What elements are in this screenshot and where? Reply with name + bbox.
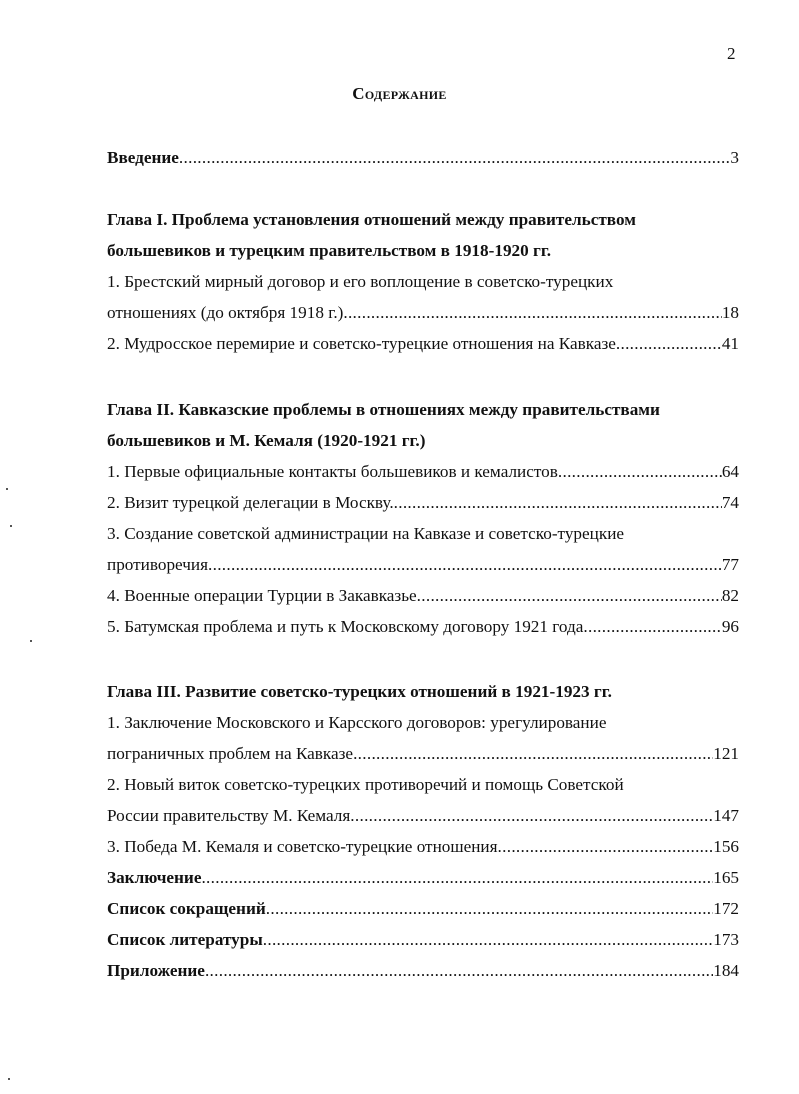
chapter-2-item-1-label: 1. Первые официальные контакты большевиков и кемалистов bbox=[107, 462, 558, 481]
chapter-1-heading-line2: большевиков и турецким правительством в 1918-1920 гг. bbox=[107, 241, 551, 260]
chapter-2-item-5-label: 5. Батумская проблема и путь к Московскому договору 1921 года bbox=[107, 617, 584, 636]
toc-literature-page: 173 bbox=[713, 930, 739, 949]
dot-leader bbox=[353, 738, 713, 769]
chapter-3-heading: Глава III. Развитие советско-турецких отношений в 1921-1923 гг. bbox=[107, 682, 612, 701]
dot-leader bbox=[205, 955, 713, 986]
dot-leader bbox=[558, 456, 722, 487]
dot-leader bbox=[498, 831, 714, 862]
dot-leader bbox=[208, 549, 722, 580]
chapter-2-item-4-label: 4. Военные операции Турции в Закавказье bbox=[107, 586, 417, 605]
dot-leader bbox=[417, 580, 722, 611]
dot-leader bbox=[616, 328, 722, 359]
chapter-3-item-2-page: 147 bbox=[713, 806, 739, 825]
toc-appendix-label: Приложение bbox=[107, 961, 205, 980]
dot-leader bbox=[201, 862, 713, 893]
chapter-1-heading-line1: Глава I. Проблема установления отношений между правительством bbox=[107, 210, 636, 229]
scan-speck bbox=[8, 1078, 10, 1080]
toc-chapter-2 bbox=[107, 394, 739, 642]
dot-leader bbox=[583, 611, 721, 642]
chapter-2-item-3-line2: противоречия bbox=[107, 555, 209, 574]
chapter-3-item-3-label: 3. Победа М. Кемаля и советско-турецкие отношения bbox=[107, 837, 498, 856]
scan-speck bbox=[6, 488, 8, 490]
chapter-2-item-1 bbox=[107, 456, 739, 487]
chapter-2-item-2 bbox=[107, 487, 739, 518]
chapter-2-item-5 bbox=[107, 611, 739, 642]
chapter-2-item-4-page: 82 bbox=[721, 586, 739, 605]
toc-abbreviations bbox=[107, 893, 739, 924]
toc-intro bbox=[107, 142, 739, 173]
chapter-3-item-2-line1: 2. Новый виток советско-турецких противоречий и помощь Советской bbox=[107, 775, 624, 794]
chapter-3-item-1-line2: пограничных проблем на Кавказе bbox=[107, 744, 354, 763]
chapter-2-item-3-line1: 3. Создание советской администрации на Кавказе и советско-турецкие bbox=[107, 524, 625, 543]
chapter-2-heading-line2: большевиков и М. Кемаля (1920-1921 гг.) bbox=[107, 431, 426, 450]
dot-leader bbox=[179, 142, 731, 173]
chapter-2-item-2-page: 74 bbox=[721, 493, 739, 512]
chapter-2-heading-line1: Глава II. Кавказские проблемы в отношениях между правительствами bbox=[107, 400, 660, 419]
scan-speck bbox=[10, 525, 12, 527]
toc-conclusion-label: Заключение bbox=[107, 868, 202, 887]
chapter-2-item-2-label: 2. Визит турецкой делегации в Москву. bbox=[107, 493, 394, 512]
toc-conclusion bbox=[107, 862, 739, 893]
toc-appendix bbox=[107, 955, 739, 986]
dot-leader bbox=[263, 924, 713, 955]
chapter-3-item-1 bbox=[107, 738, 739, 769]
chapter-2-item-3-page: 77 bbox=[721, 555, 739, 574]
dot-leader bbox=[350, 800, 713, 831]
chapter-1-item-1-line2: отношениях (до октября 1918 г.) bbox=[107, 303, 344, 322]
toc-literature-label: Список литературы bbox=[107, 930, 263, 949]
toc-abbreviations-label: Список сокращений bbox=[107, 899, 266, 918]
toc-abbreviations-page: 172 bbox=[713, 899, 739, 918]
toc-intro-page: 3 bbox=[730, 148, 739, 167]
chapter-3-item-3-page: 156 bbox=[713, 837, 739, 856]
scan-speck bbox=[30, 640, 32, 642]
toc-intro-label: Введение bbox=[107, 148, 179, 167]
toc-appendix-page: 184 bbox=[713, 961, 739, 980]
chapter-1-item-1 bbox=[107, 297, 739, 328]
dot-leader bbox=[343, 297, 721, 328]
chapter-1-item-2-page: 41 bbox=[721, 334, 739, 353]
toc-chapter-3 bbox=[107, 676, 739, 986]
chapter-2-item-3 bbox=[107, 549, 739, 580]
chapter-1-item-1-page: 18 bbox=[721, 303, 739, 322]
chapter-1-item-2 bbox=[107, 328, 739, 359]
toc-conclusion-page: 165 bbox=[713, 868, 739, 887]
chapter-3-item-2-line2: России правительству М. Кемаля bbox=[107, 806, 351, 825]
chapter-2-item-5-page: 96 bbox=[721, 617, 739, 636]
chapter-1-item-2-label: 2. Мудросское перемирие и советско-турецкие отношения на Кавказе bbox=[107, 334, 616, 353]
page-number: 2 bbox=[727, 44, 736, 63]
toc-chapter-1 bbox=[107, 204, 739, 359]
chapter-3-item-1-page: 121 bbox=[713, 744, 739, 763]
chapter-3-item-2 bbox=[107, 800, 739, 831]
chapter-3-item-3 bbox=[107, 831, 739, 862]
chapter-2-item-1-page: 64 bbox=[721, 462, 739, 481]
chapter-3-item-1-line1: 1. Заключение Московского и Карсского договоров: урегулирование bbox=[107, 713, 607, 732]
chapter-1-item-1-line1: 1. Брестский мирный договор и его воплощение в советско-турецких bbox=[107, 272, 614, 291]
chapter-2-item-4 bbox=[107, 580, 739, 611]
dot-leader bbox=[394, 487, 722, 518]
page-title: Содержание bbox=[352, 84, 447, 103]
toc-literature bbox=[107, 924, 739, 955]
dot-leader bbox=[266, 893, 713, 924]
